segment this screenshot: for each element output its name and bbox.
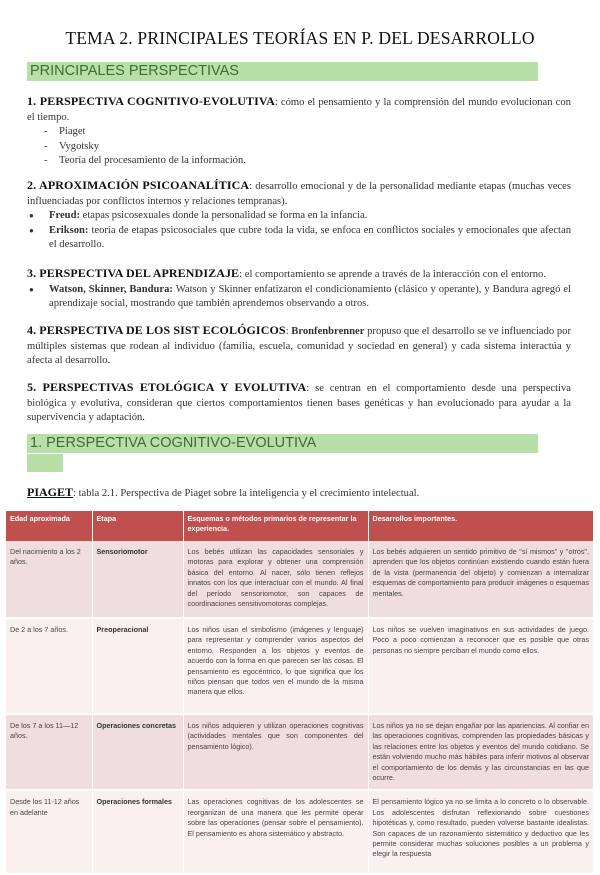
schemes-cell: Las operaciones cognitivas de los adolescentes se reorganizan de una manera que les permite operar sobre las operaciones (pensar sobre el pensamiento). El pensamiento es ahora sistemático y abstracto. — [183, 790, 368, 874]
age-cell: Desde los 11-12 años en adelante — [6, 790, 92, 874]
section-text: : el comportamiento se aprende a través de la interacción con el entorno. — [239, 269, 546, 280]
dash-list — [27, 125, 571, 169]
piaget-table — [6, 511, 594, 875]
schemes-cell: Los niños usan el simbolismo (imágenes y lenguaje) para representar y comprender varios aspectos del entorno. Responden a los objetos y eventos de acuerdo con la forma en que parecen ser las cosas. El pensamiento es egocéntrico, lo que significa que los niños piensan que todos ven el mundo de la misma manera que ellos. — [183, 618, 368, 714]
age-cell: De los 7 a los 11—12 años. — [6, 714, 92, 790]
section-text: : cómo el pensamiento y la comprensión del mundo evolucionan con el tiempo. — [27, 97, 571, 123]
list-item — [27, 224, 571, 253]
table-row — [6, 790, 594, 874]
bullet-list — [27, 283, 571, 312]
section-band-sub — [27, 454, 63, 472]
list-item: - Teoría del procesamiento de la información. — [27, 154, 571, 169]
author-name: Erikson: — [49, 224, 89, 236]
caption-text: : tabla 2.1. Perspectiva de Piaget sobre la inteligencia y el crecimiento intelectual. — [73, 488, 420, 499]
list-item: - Piaget — [27, 125, 571, 140]
section-text: : se centran en el comportamiento desde una perspectiva biológica y evolutiva, consideran que ciertos comportamientos tienen bases genéticas y han evolucionado para ayudar a la supervivencia y adaptación. — [27, 383, 572, 424]
table-row — [6, 714, 594, 790]
development-cell: Los bebés adquieren un sentido primitivo de "sí mismos" y "otros", aprenden que los objetos continúan existiendo cuando están fuera de la vista (permanencia del objeto) y comienzan a internalizar esquemas de comportamiento para producir imágenes o esquemas mentales. — [368, 541, 594, 618]
document-title: TEMA 2. PRINCIPALES TEORÍAS EN P. DEL DESARROLLO — [65, 28, 535, 48]
section-band-cognitivo: 1. PERSPECTIVA COGNITIVO-EVOLUTIVA — [27, 434, 538, 453]
author-name: Freud: — [49, 210, 80, 222]
column-header: Esquemas o métodos primarios de representar la experiencia. — [183, 511, 368, 541]
item-text: Watson y Skinner enfatizaron el condicionamiento (clásico y operante), y Bandura agregó el aprendizaje social, mostrando que también aprendemos observando a otros. — [49, 283, 571, 310]
development-cell: Los niños ya no se dejan engañar por las apariencias. Al confiar en las operaciones cognitivas, comprenden las propiedades básicas y las relaciones entre los objetos y eventos del mundo cotidiano. Se están volviendo mucho más hábiles para inferir motivos al observar el comportamiento de los demás y las circunstancias en las que ocurre. — [368, 714, 594, 790]
section-psicoanalitica — [27, 178, 571, 253]
section-heading: 5. PERSPECTIVAS ETOLÓGICA Y EVOLUTIVA — [27, 380, 307, 394]
bullet-list — [27, 209, 571, 253]
table-header-row — [6, 511, 594, 541]
development-cell: Los niños se vuelven imaginativos en sus actividades de juego. Poco a poco comienzan a reconocer que es posible que otras personas no siempre perciban el mundo como ellos. — [368, 618, 594, 714]
author-name: Bronfenbrenner — [291, 326, 365, 337]
section-aprendizaje — [27, 266, 571, 312]
section-text: : desarrollo emocional y de la personalidad mediante etapas (muchas veces influenciadas por conflictos internos y relaciones tempranas). — [27, 181, 571, 207]
section-ecologicos: 4. PERSPECTIVA DE LOS SIST ECOLÓGICOS: Bronfenbrenner propuso que el desarrollo se ve influenciado por múltiples sistemas que rodean al individuo (familia, escuela, comunidad y sociedad en general) y cada sistema interactúa y afecta al desarrollo. — [27, 323, 571, 367]
list-item: - Vygotsky — [27, 140, 571, 155]
column-header: Desarrollos importantes. — [368, 511, 594, 541]
author-name: PIAGET — [27, 485, 74, 499]
table-caption — [27, 485, 419, 500]
development-cell: El pensamiento lógico ya no se limita a lo concreto o lo observable. Los adolescentes disfrutan reflexionando sobre cuestiones hipotéticas y, como resultado, pueden volverse bastante idealistas. Son capaces de un razonamiento sistemático y deductivo que les permite considerar muchas soluciones posibles a un problema y elegir la respuesta — [368, 790, 594, 874]
stage-cell: Operaciones formales — [92, 790, 183, 874]
section-etologica — [27, 380, 571, 426]
column-header: Etapa — [92, 511, 183, 541]
section-heading: 2. APROXIMACIÓN PSICOANALÍTICA — [27, 178, 250, 192]
stage-cell: Operaciones concretas — [92, 714, 183, 790]
list-item — [27, 209, 571, 224]
schemes-cell: Los niños adquieren y utilizan operaciones cognitivas (actividades mentales que son componentes del pensamiento lógico). — [183, 714, 368, 790]
item-text: teoría de etapas psicosociales que cubre toda la vida, se enfoca en conflictos sociales y emocionales que afectan el desarrollo. — [49, 224, 571, 251]
section-text: propuso que el desarrollo se ve influenciado por múltiples sistemas que rodean al individuo (familia, escuela, comunidad y sociedad en general) y cada sistema interactúa y afecta al desarrollo. — [27, 326, 571, 367]
section-band-principales: PRINCIPALES PERSPECTIVAS — [27, 62, 538, 81]
column-header: Edad aproximada — [6, 511, 92, 541]
table-row — [6, 618, 594, 714]
age-cell: De 2 a los 7 años. — [6, 618, 92, 714]
section-heading: 3. PERSPECTIVA DEL APRENDIZAJE — [27, 266, 240, 280]
item-text: etapas psicosexuales donde la personalidad se forma en la infancia. — [80, 210, 368, 222]
stage-cell: Preoperacional — [92, 618, 183, 714]
stage-cell: Sensoriomotor — [92, 541, 183, 618]
section-heading: 4. PERSPECTIVA DE LOS SIST ECOLÓGICOS — [27, 323, 286, 337]
list-item — [27, 283, 571, 312]
table-row — [6, 541, 594, 618]
section-cognitivo-evolutiva — [27, 94, 571, 169]
age-cell: Del nacimiento a los 2 años. — [6, 541, 92, 618]
section-heading: 1. PERSPECTIVA COGNITIVO-EVOLUTIVA — [27, 94, 275, 108]
schemes-cell: Los bebés utilizan las capacidades sensoriales y motoras para explorar y obtener una comprensión básica del entorno. Al nacer, sólo tienen reflejos innatos con los que interactuar con el mundo. Al final del período sensoriomotor, son capaces de coordinaciones sensitivomotoras complejas. — [183, 541, 368, 618]
author-name: Watson, Skinner, Bandura: — [49, 283, 173, 295]
